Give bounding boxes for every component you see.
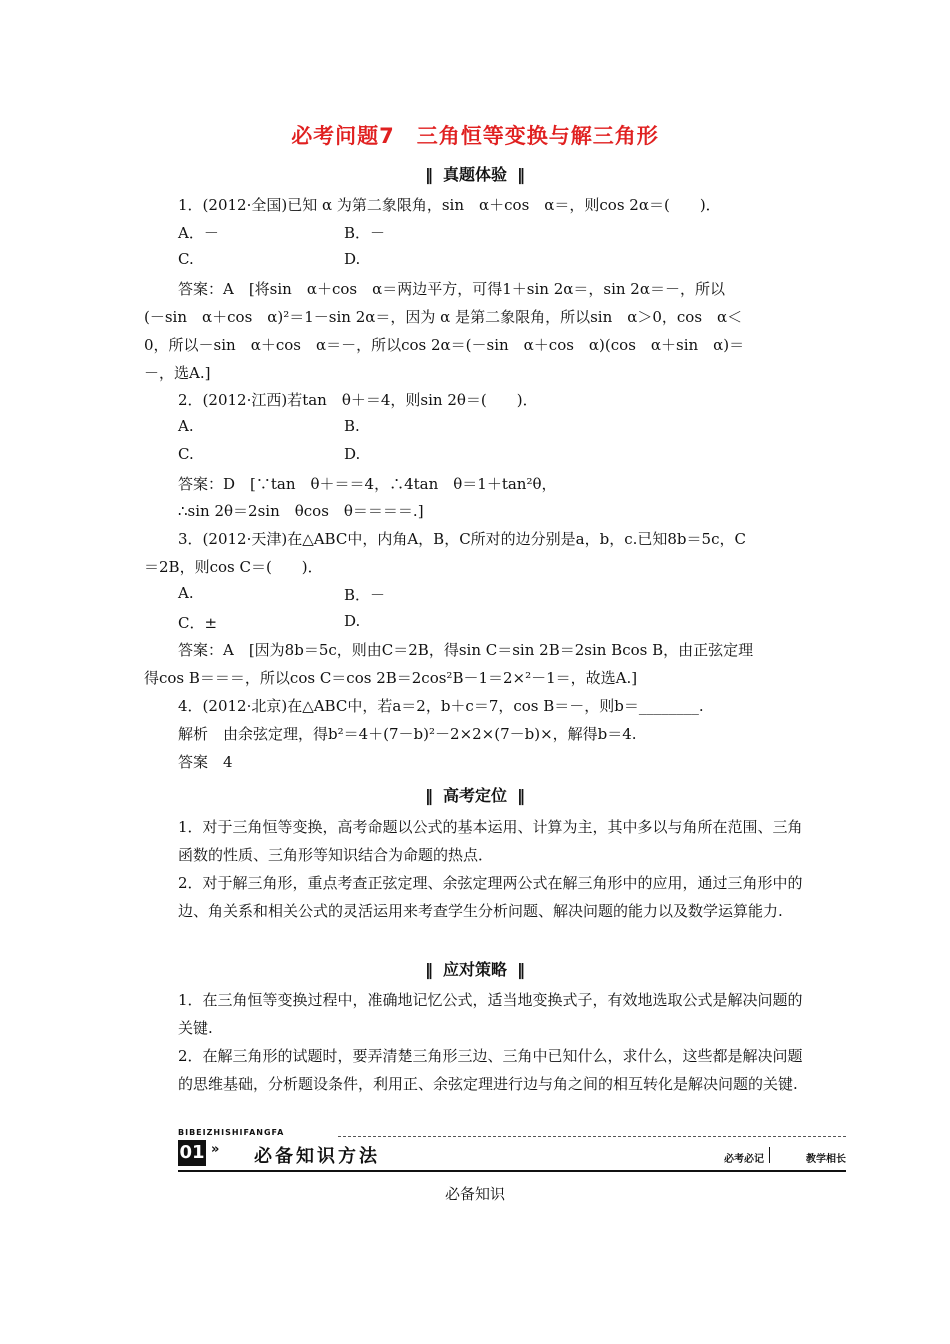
- q3-stem-line1: 3．(2012·天津)在△ABC中，内角A，B，C所对的边分别是a，b，c.已知8b＝5c，C: [178, 530, 746, 548]
- section-banner: [178, 1128, 846, 1172]
- banner-baseline: [178, 1170, 846, 1172]
- q3-answer-line1: 答案：A [因为8b＝5c，则由C＝2B，得sin C＝sin 2B＝2sin Bcos B，由正弦定理: [178, 641, 754, 659]
- q3-option-b: B．－: [344, 586, 386, 604]
- heading-bar-left: ‖: [424, 786, 433, 805]
- page-title: 必考问题7 三角恒等变换与解三角形: [291, 124, 659, 148]
- section-title: 应对策略: [442, 960, 507, 979]
- banner-number-badge: 01: [178, 1140, 206, 1166]
- section-heading-gaokao: [0, 783, 950, 806]
- q3-option-c: C．±: [178, 614, 218, 632]
- q3-answer-line2: 得cos B＝＝＝，所以cos C＝cos 2B＝2cos²B－1＝2×²－1＝，故选A.]: [144, 669, 638, 687]
- q1-option-c: C.: [178, 250, 194, 268]
- q1-answer-line2: (－sin α＋cos α)²＝1－sin 2α＝，因为 α 是第二象限角，所以sin α＞0，cos α＜: [144, 308, 743, 326]
- banner-pinyin: BIBEIZHISHIFANGFA: [178, 1128, 285, 1137]
- paragraph-text: 2．对于解三角形，重点考查正弦定理、余弦定理两公式在解三角形中的应用，通过三角形中的边、角关系和相关公式的灵活运用来考查学生分析问题、解决问题的能力以及数学运算能力.: [178, 874, 803, 920]
- q2-option-c: C.: [178, 445, 194, 463]
- section-title: 高考定位: [442, 786, 507, 805]
- paragraph-text: 1．在三角恒等变换过程中，准确地记忆公式，适当地变换式子，有效地选取公式是解决问题的关键.: [178, 991, 803, 1037]
- q2-option-a: A.: [178, 417, 194, 435]
- heading-bar-right: ‖: [517, 786, 525, 805]
- q1-option-d: D.: [344, 250, 361, 268]
- q2-stem: 2．(2012·江西)若tan θ＋＝4，则sin 2θ＝( )．: [178, 391, 538, 409]
- q3-option-d: D.: [344, 612, 361, 630]
- banner-tag-jiaoxue: 教学相长: [806, 1154, 846, 1165]
- gaokao-paragraph-2: [144, 869, 808, 925]
- gaokao-paragraph-1: [144, 813, 808, 869]
- q1-option-b: B．－: [344, 224, 386, 242]
- q4-stem: 4．(2012·北京)在△ABC中，若a＝2，b＋c＝7，cos B＝－，则b＝________.: [178, 697, 704, 715]
- double-chevron-icon: »: [211, 1142, 220, 1157]
- q1-answer-line4: －，选A.]: [144, 364, 211, 382]
- banner-dashed-rule: [338, 1136, 846, 1137]
- section-heading-celue: [0, 957, 950, 980]
- q4-answer: 答案 4: [178, 753, 233, 771]
- heading-bar-right: ‖: [517, 960, 525, 979]
- section-heading-zhenti: [0, 162, 950, 185]
- q2-answer-line1: 答案：D [∵tan θ＋＝＝4，∴4tan θ＝1＋tan²θ，: [178, 475, 557, 493]
- q4-solution: 解析 由余弦定理，得b²＝4＋(7－b)²－2×2×(7－b)×，解得b＝4.: [178, 725, 637, 743]
- q1-answer-line3: 0，所以－sin α＋cos α＝－，所以cos 2α＝(－sin α＋cos α)(cos α＋sin α)＝: [144, 336, 745, 354]
- q1-option-a: A．－: [178, 224, 219, 242]
- banner-tag-bikao: 必考必记: [724, 1154, 764, 1165]
- heading-bar-left: ‖: [424, 165, 433, 184]
- heading-bar-right: ‖: [517, 165, 525, 184]
- q3-stem-line2: ＝2B，则cos C＝( )．: [144, 558, 323, 576]
- q3-option-a: A.: [178, 584, 194, 602]
- paragraph-text: 1．对于三角恒等变换，高考命题以公式的基本运用、计算为主，其中多以与角所在范围、三角函数的性质、三角形等知识结合为命题的热点．: [178, 818, 803, 864]
- q2-option-d: D.: [344, 445, 361, 463]
- celue-paragraph-2: [144, 1042, 808, 1098]
- q1-stem: 1．(2012·全国)已知 α 为第二象限角，sin α＋cos α＝，则cos 2α＝( )．: [178, 196, 721, 214]
- banner-separator: [769, 1147, 770, 1163]
- paragraph-text: 2．在解三角形的试题时，要弄清楚三角形三边、三角中已知什么，求什么，这些都是解决问题的思维基础，分析题设条件，利用正、余弦定理进行边与角之间的相互转化是解决问题的关键.: [178, 1047, 803, 1093]
- q1-answer-line1: 答案：A [将sin α＋cos α＝两边平方，可得1＋sin 2α＝，sin 2α＝－，所以: [178, 280, 725, 298]
- q2-option-b: B.: [344, 417, 360, 435]
- celue-paragraph-1: [144, 986, 808, 1042]
- footer-heading: 必备知识: [444, 1185, 505, 1203]
- q2-answer-line2: ∴sin 2θ＝2sin θcos θ＝＝＝＝.]: [178, 502, 424, 520]
- heading-bar-left: ‖: [424, 960, 433, 979]
- section-title: 真题体验: [442, 165, 507, 184]
- banner-title: 必备知识方法: [254, 1146, 380, 1167]
